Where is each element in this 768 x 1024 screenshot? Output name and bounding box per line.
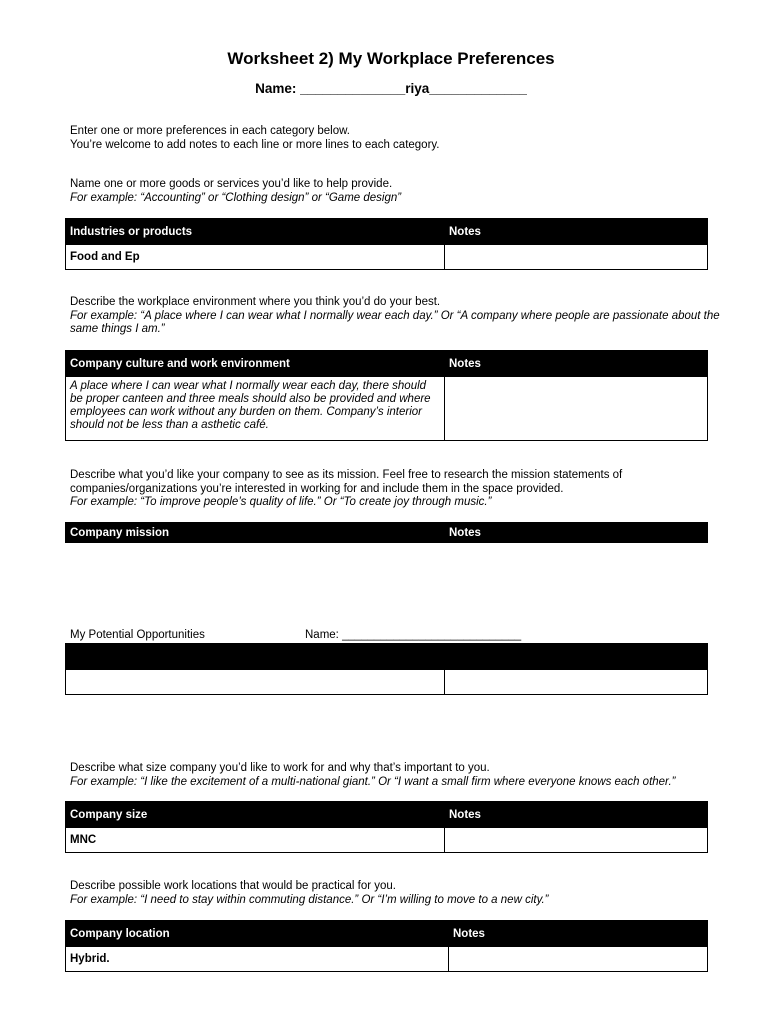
table-row (66, 377, 708, 441)
intro-text (70, 125, 720, 152)
notes-column-header: Notes (449, 921, 708, 947)
culture-instructions (70, 296, 720, 337)
culture-example: For example: “A place where I can wear what I normally wear each day.” Or “A company where people are passionate about the same things I am.” (70, 309, 720, 335)
culture-notes-cell[interactable] (445, 377, 708, 441)
intro-line-2: You’re welcome to add notes to each line or more lines to each category. (70, 138, 440, 151)
industries-table (65, 218, 708, 270)
culture-prompt: Describe the workplace environment where you think you’d do your best. (70, 296, 441, 308)
mission-table (65, 522, 708, 543)
name-blank-prefix: ______________ (300, 81, 406, 96)
table-row (66, 245, 708, 270)
page-title: Worksheet 2) My Workplace Preferences (227, 49, 555, 68)
table-header-row (66, 219, 708, 245)
size-notes-cell[interactable] (445, 828, 708, 853)
culture-column-header: Company culture and work environment (66, 351, 445, 377)
table-row (66, 947, 708, 972)
opportunities-header-cell-1 (66, 644, 445, 670)
table-header-row (66, 802, 708, 828)
size-prompt: Describe what size company you’d like to work for and why that’s important to you. (70, 762, 490, 774)
culture-table (65, 350, 708, 441)
table-row (66, 670, 708, 695)
opportunities-name-line (305, 629, 521, 641)
industries-prompt: Name one or more goods or services you’d like to help provide. (70, 178, 393, 190)
name-blank-suffix: _____________ (429, 81, 527, 96)
notes-column-header: Notes (445, 351, 708, 377)
location-value-cell[interactable]: Hybrid. (66, 947, 449, 972)
location-example: For example: “I need to stay within commuting distance.” Or “I’m willing to move to a new city.” (70, 893, 549, 906)
opportunities-cell-2[interactable] (445, 670, 708, 695)
opportunities-name-blank[interactable]: ____________________________ (342, 629, 522, 641)
mission-example: For example: “To improve people’s quality of life.” Or “To create joy through music.” (70, 496, 492, 508)
notes-column-header: Notes (445, 802, 708, 828)
table-header-row (66, 351, 708, 377)
industries-column-header: Industries or products (66, 219, 445, 245)
industries-example: For example: “Accounting” or “Clothing design” or “Game design” (70, 191, 402, 204)
name-value[interactable]: riya (405, 81, 430, 96)
industries-value-cell[interactable]: Food and Ep (66, 245, 445, 270)
location-table (65, 920, 708, 972)
table-header-row (66, 921, 708, 947)
table-header-row (66, 523, 708, 543)
opportunities-label: My Potential Opportunities (70, 629, 205, 641)
table-row (66, 828, 708, 853)
mission-prompt: Describe what you’d like your company to see as its mission. Feel free to research the mission statements of companies/organizations you’re interested in working for and include them in the space provided. (70, 469, 623, 495)
name-line (0, 81, 768, 96)
table-header-row (66, 644, 708, 670)
size-table (65, 801, 708, 853)
notes-column-header: Notes (445, 523, 708, 543)
size-example: For example: “I like the excitement of a multi-national giant.” Or “I want a small firm where everyone knows each other.” (70, 775, 676, 788)
opportunities-table (65, 643, 708, 695)
opportunities-header-cell-2 (445, 644, 708, 670)
location-instructions (70, 880, 720, 907)
location-column-header: Company location (66, 921, 449, 947)
size-instructions (70, 762, 720, 789)
location-notes-cell[interactable] (449, 947, 708, 972)
culture-value-cell[interactable]: A place where I can wear what I normally wear each day, there should be proper canteen and three meals should also be provided and where employees can work without any burden on them. Company’s interior should not be less than a asthetic café. (66, 377, 445, 441)
mission-column-header: Company mission (66, 523, 445, 543)
size-column-header: Company size (66, 802, 445, 828)
opportunities-name-label: Name: (305, 629, 339, 641)
size-value-cell[interactable]: MNC (66, 828, 445, 853)
intro-line-1: Enter one or more preferences in each category below. (70, 125, 350, 137)
notes-column-header: Notes (445, 219, 708, 245)
opportunities-cell-1[interactable] (66, 670, 445, 695)
industries-notes-cell[interactable] (445, 245, 708, 270)
industries-instructions (70, 178, 720, 205)
name-label: Name: (255, 81, 297, 96)
location-prompt: Describe possible work locations that would be practical for you. (70, 880, 396, 892)
mission-instructions (70, 469, 720, 510)
